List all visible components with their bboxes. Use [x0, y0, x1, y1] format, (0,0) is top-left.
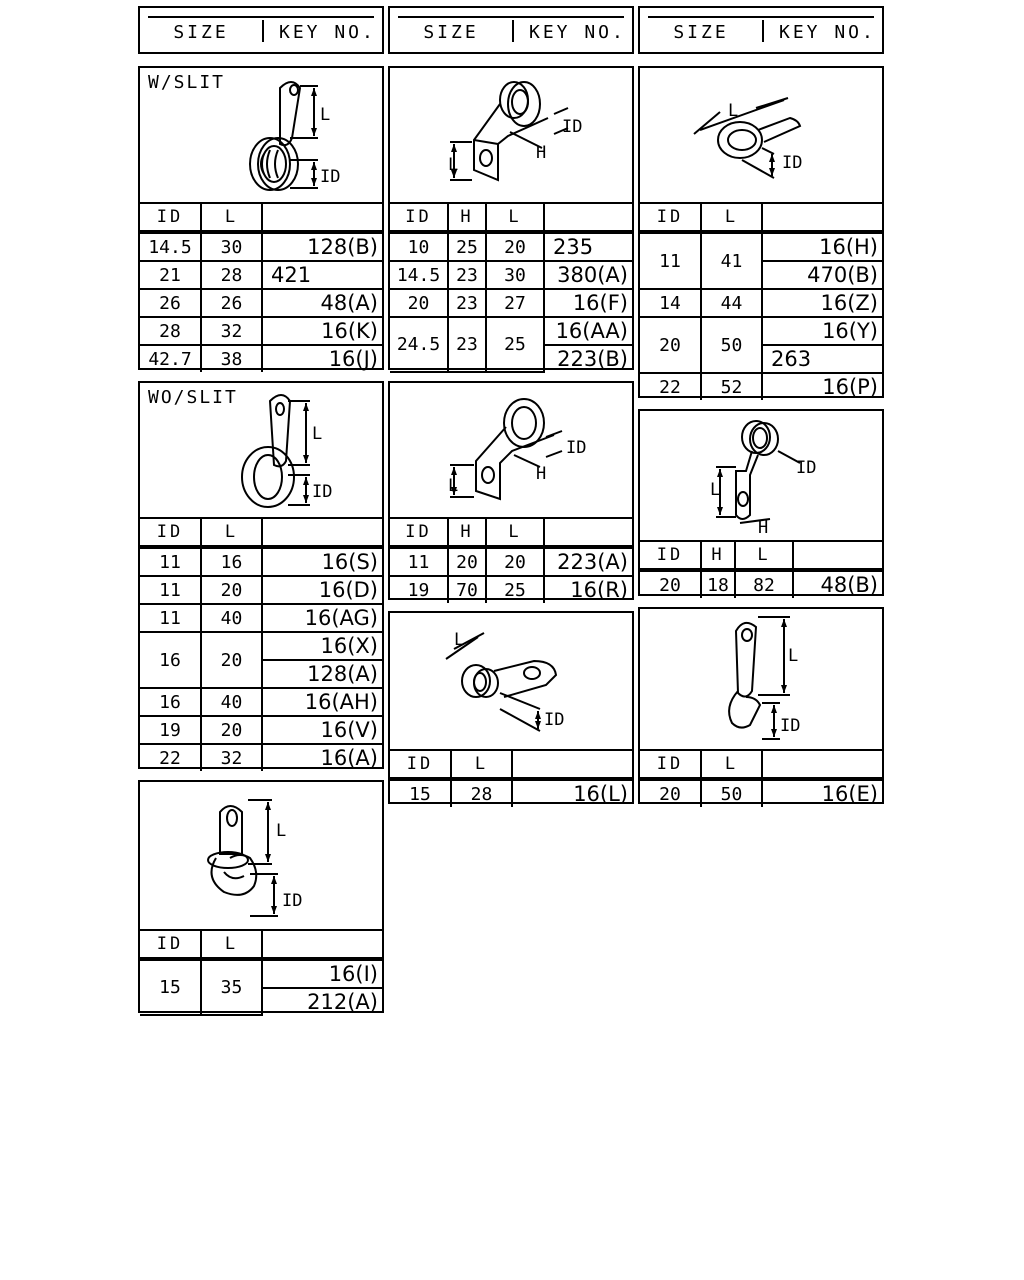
- table-row: [140, 604, 382, 632]
- table-cell: 20: [640, 317, 701, 373]
- table-cell: 32: [201, 317, 262, 345]
- table-row: [390, 576, 632, 603]
- dim-l-label: L: [448, 155, 459, 175]
- table-ring-clip: [640, 202, 882, 400]
- table-cell: 16(J): [262, 345, 382, 372]
- header-key-label: KEY NO.: [529, 22, 626, 43]
- table-cell: L: [701, 203, 762, 232]
- table-row: [140, 632, 382, 660]
- header-key-label: KEY NO.: [779, 22, 876, 43]
- dim-l-label: L: [728, 101, 739, 121]
- table-cell: 16(R): [544, 576, 632, 603]
- panel-title: W/SLIT: [148, 72, 226, 93]
- table-cell: 16: [140, 688, 201, 716]
- dim-id-label: ID: [796, 458, 817, 478]
- col-key: [262, 203, 382, 232]
- table-cell: 70: [448, 576, 486, 603]
- table-cell: L: [486, 518, 544, 547]
- table-cell: 16(H): [762, 232, 882, 261]
- table-cell: 263: [762, 345, 882, 373]
- table-cell: 48(B): [793, 570, 882, 598]
- table-cell: 28: [201, 261, 262, 289]
- table-cell: L: [486, 203, 544, 232]
- table-cell: 50: [701, 317, 762, 373]
- table-cell: ID: [140, 518, 201, 547]
- table-row: [390, 547, 632, 576]
- dim-l-label: L: [276, 821, 287, 841]
- table-cell: 16(V): [262, 716, 382, 744]
- table-cell: 40: [201, 604, 262, 632]
- table-bracket-solid: [390, 517, 632, 603]
- dim-id-label: ID: [562, 117, 583, 137]
- col-id: ID: [140, 203, 201, 232]
- table-cell: L: [701, 750, 762, 779]
- table-cell: 11: [140, 604, 201, 632]
- table-cell: 18: [701, 570, 735, 598]
- table-flat-clip: [390, 749, 632, 807]
- table-row: [140, 576, 382, 604]
- table-cell: 23: [448, 289, 486, 317]
- table-cell: 212(A): [262, 988, 382, 1015]
- table-row: [140, 959, 382, 988]
- table-row: [390, 232, 632, 261]
- table-cell: 24.5: [390, 317, 448, 372]
- table-cell: 20: [201, 576, 262, 604]
- clip-open-illustration: [140, 782, 382, 929]
- table-cell: 380(A): [544, 261, 632, 289]
- table-cell: 50: [701, 779, 762, 807]
- table-cell: L: [451, 750, 512, 779]
- table-cell: 14.5: [140, 232, 201, 261]
- dim-h-label: H: [758, 518, 769, 538]
- table-cell: ID: [390, 203, 448, 232]
- table-cell: 16(AG): [262, 604, 382, 632]
- table-cell: 11: [140, 547, 201, 576]
- panel-bracket-solid: [388, 381, 634, 600]
- panel-wo-slit: [138, 381, 384, 769]
- table-cell: 16: [140, 632, 201, 688]
- dim-l-label: L: [710, 480, 721, 500]
- table-cell: 40: [201, 688, 262, 716]
- table-cell: 25: [448, 232, 486, 261]
- table-w-slit: [140, 202, 382, 372]
- table-cell: L: [201, 930, 262, 959]
- table-cell: 16(I): [262, 959, 382, 988]
- table-cell: 16(Y): [762, 317, 882, 345]
- table-row: [390, 779, 632, 807]
- table-bracket-slit: [390, 202, 632, 373]
- bracket-slit-illustration: [390, 68, 632, 202]
- table-cell: [793, 541, 882, 570]
- table-cell: [544, 203, 632, 232]
- table-cell: 16(F): [544, 289, 632, 317]
- table-row: [640, 570, 882, 598]
- table-cell: 48(A): [262, 289, 382, 317]
- table-cell: [544, 518, 632, 547]
- table-cell: H: [701, 541, 735, 570]
- table-row: [140, 547, 382, 576]
- table-cell: 16(D): [262, 576, 382, 604]
- dim-id-label: ID: [566, 438, 587, 458]
- table-cell: 16(S): [262, 547, 382, 576]
- table-cell: 421: [262, 261, 382, 289]
- table-cell: 16(AA): [544, 317, 632, 345]
- table-cell: 28: [451, 779, 512, 807]
- table-row: [640, 317, 882, 345]
- panel-bracket-slit: [388, 66, 634, 370]
- table-cell: 20: [448, 547, 486, 576]
- dim-id-label: ID: [780, 716, 801, 736]
- table-cell: 20: [201, 716, 262, 744]
- table-cell: 223(A): [544, 547, 632, 576]
- table-cell: 27: [486, 289, 544, 317]
- dim-h-label: H: [536, 143, 547, 163]
- offset-clip-illustration: [640, 411, 882, 540]
- table-row: [140, 317, 382, 345]
- long-clip-illustration: [640, 609, 882, 749]
- table-cell: 20: [486, 232, 544, 261]
- table-cell: L: [735, 541, 793, 570]
- table-cell: 26: [201, 289, 262, 317]
- table-cell: ID: [640, 203, 701, 232]
- table-cell: 32: [201, 744, 262, 771]
- table-cell: ID: [390, 750, 451, 779]
- table-cell: 19: [140, 716, 201, 744]
- table-wo-slit: [140, 517, 382, 771]
- table-cell: 11: [140, 576, 201, 604]
- header-size-label: SIZE: [673, 22, 729, 43]
- table-row: [140, 345, 382, 372]
- table-cell: 14.5: [390, 261, 448, 289]
- table-cell: 16: [201, 547, 262, 576]
- panel-open-clip: [138, 780, 384, 1013]
- table-row: [140, 261, 382, 289]
- table-cell: ID: [390, 518, 448, 547]
- table-cell: 16(X): [262, 632, 382, 660]
- table-cell: ID: [640, 750, 701, 779]
- table-cell: 25: [486, 576, 544, 603]
- table-cell: 16(P): [762, 373, 882, 400]
- table-cell: 16(Z): [762, 289, 882, 317]
- table-cell: 28: [140, 317, 201, 345]
- flat-clip-illustration: [390, 613, 632, 749]
- header-col-2: [388, 6, 634, 54]
- table-cell: 11: [390, 547, 448, 576]
- panel-long-clip: [638, 607, 884, 804]
- dim-id-label: ID: [282, 891, 303, 911]
- table-cell: 470(B): [762, 261, 882, 289]
- table-cell: [762, 750, 882, 779]
- panel-title: WO/SLIT: [148, 387, 238, 408]
- table-open-clip: [140, 929, 382, 1016]
- table-row: [140, 744, 382, 771]
- dim-h-label: H: [536, 464, 547, 484]
- table-cell: L: [201, 518, 262, 547]
- dim-id-label: ID: [782, 153, 803, 173]
- table-cell: 23: [448, 261, 486, 289]
- dim-l-label: L: [312, 424, 323, 444]
- header-size-label: SIZE: [173, 22, 229, 43]
- table-cell: 235: [544, 232, 632, 261]
- dim-id-label: ID: [544, 710, 565, 730]
- table-cell: H: [448, 518, 486, 547]
- table-cell: 22: [640, 373, 701, 400]
- table-long-clip: [640, 749, 882, 807]
- table-offset-clip: [640, 540, 882, 598]
- table-cell: 19: [390, 576, 448, 603]
- table-cell: ID: [140, 930, 201, 959]
- table-cell: 11: [640, 232, 701, 289]
- table-cell: ID: [640, 541, 701, 570]
- table-cell: 14: [640, 289, 701, 317]
- table-cell: [262, 518, 382, 547]
- dim-l-label: L: [448, 476, 459, 496]
- table-cell: 16(K): [262, 317, 382, 345]
- table-row: [640, 232, 882, 261]
- table-cell: 16(AH): [262, 688, 382, 716]
- table-cell: 20: [640, 779, 701, 807]
- table-cell: [262, 930, 382, 959]
- table-row: [140, 289, 382, 317]
- table-cell: 44: [701, 289, 762, 317]
- header-col-3: [638, 6, 884, 54]
- table-cell: 16(A): [262, 744, 382, 771]
- table-cell: [512, 750, 632, 779]
- col-l: L: [201, 203, 262, 232]
- clip-slit-illustration: [140, 68, 382, 202]
- table-row: [140, 232, 382, 261]
- dim-l-label: L: [788, 646, 799, 666]
- table-cell: 21: [140, 261, 201, 289]
- bracket-solid-illustration: [390, 383, 632, 517]
- table-cell: 26: [140, 289, 201, 317]
- clip-no-slit-illustration: [140, 383, 382, 517]
- header-key-label: KEY NO.: [279, 22, 376, 43]
- table-cell: 20: [640, 570, 701, 598]
- table-row: [140, 716, 382, 744]
- table-cell: 23: [448, 317, 486, 372]
- table-cell: 25: [486, 317, 544, 372]
- table-cell: 52: [701, 373, 762, 400]
- table-cell: 16(L): [512, 779, 632, 807]
- table-cell: 128(B): [262, 232, 382, 261]
- table-cell: 20: [201, 632, 262, 688]
- dim-id-label: ID: [312, 482, 333, 502]
- table-cell: 16(E): [762, 779, 882, 807]
- table-row: [390, 261, 632, 289]
- panel-w-slit: [138, 66, 384, 370]
- panel-flat-clip: [388, 611, 634, 804]
- ring-clip-illustration: [640, 68, 882, 202]
- table-row: [390, 289, 632, 317]
- table-cell: 35: [201, 959, 262, 1015]
- table-cell: 22: [140, 744, 201, 771]
- table-cell: 30: [486, 261, 544, 289]
- table-cell: 41: [701, 232, 762, 289]
- table-row: [140, 688, 382, 716]
- table-cell: 20: [486, 547, 544, 576]
- dim-id-label: ID: [320, 167, 341, 187]
- table-cell: 15: [140, 959, 201, 1015]
- table-cell: 128(A): [262, 660, 382, 688]
- table-cell: 30: [201, 232, 262, 261]
- table-cell: 42.7: [140, 345, 201, 372]
- table-row: [640, 779, 882, 807]
- dim-l-label: L: [320, 105, 331, 125]
- table-cell: 38: [201, 345, 262, 372]
- table-cell: [762, 203, 882, 232]
- dim-l-label: L: [454, 630, 465, 650]
- header-size-label: SIZE: [423, 22, 479, 43]
- table-cell: 10: [390, 232, 448, 261]
- table-cell: 223(B): [544, 345, 632, 372]
- table-row: [640, 373, 882, 400]
- table-cell: H: [448, 203, 486, 232]
- panel-offset-clip: [638, 409, 884, 596]
- table-cell: 82: [735, 570, 793, 598]
- table-row: [390, 317, 632, 345]
- table-cell: 15: [390, 779, 451, 807]
- panel-ring-clip: [638, 66, 884, 398]
- table-cell: 20: [390, 289, 448, 317]
- table-row: [640, 289, 882, 317]
- header-col-1: [138, 6, 384, 54]
